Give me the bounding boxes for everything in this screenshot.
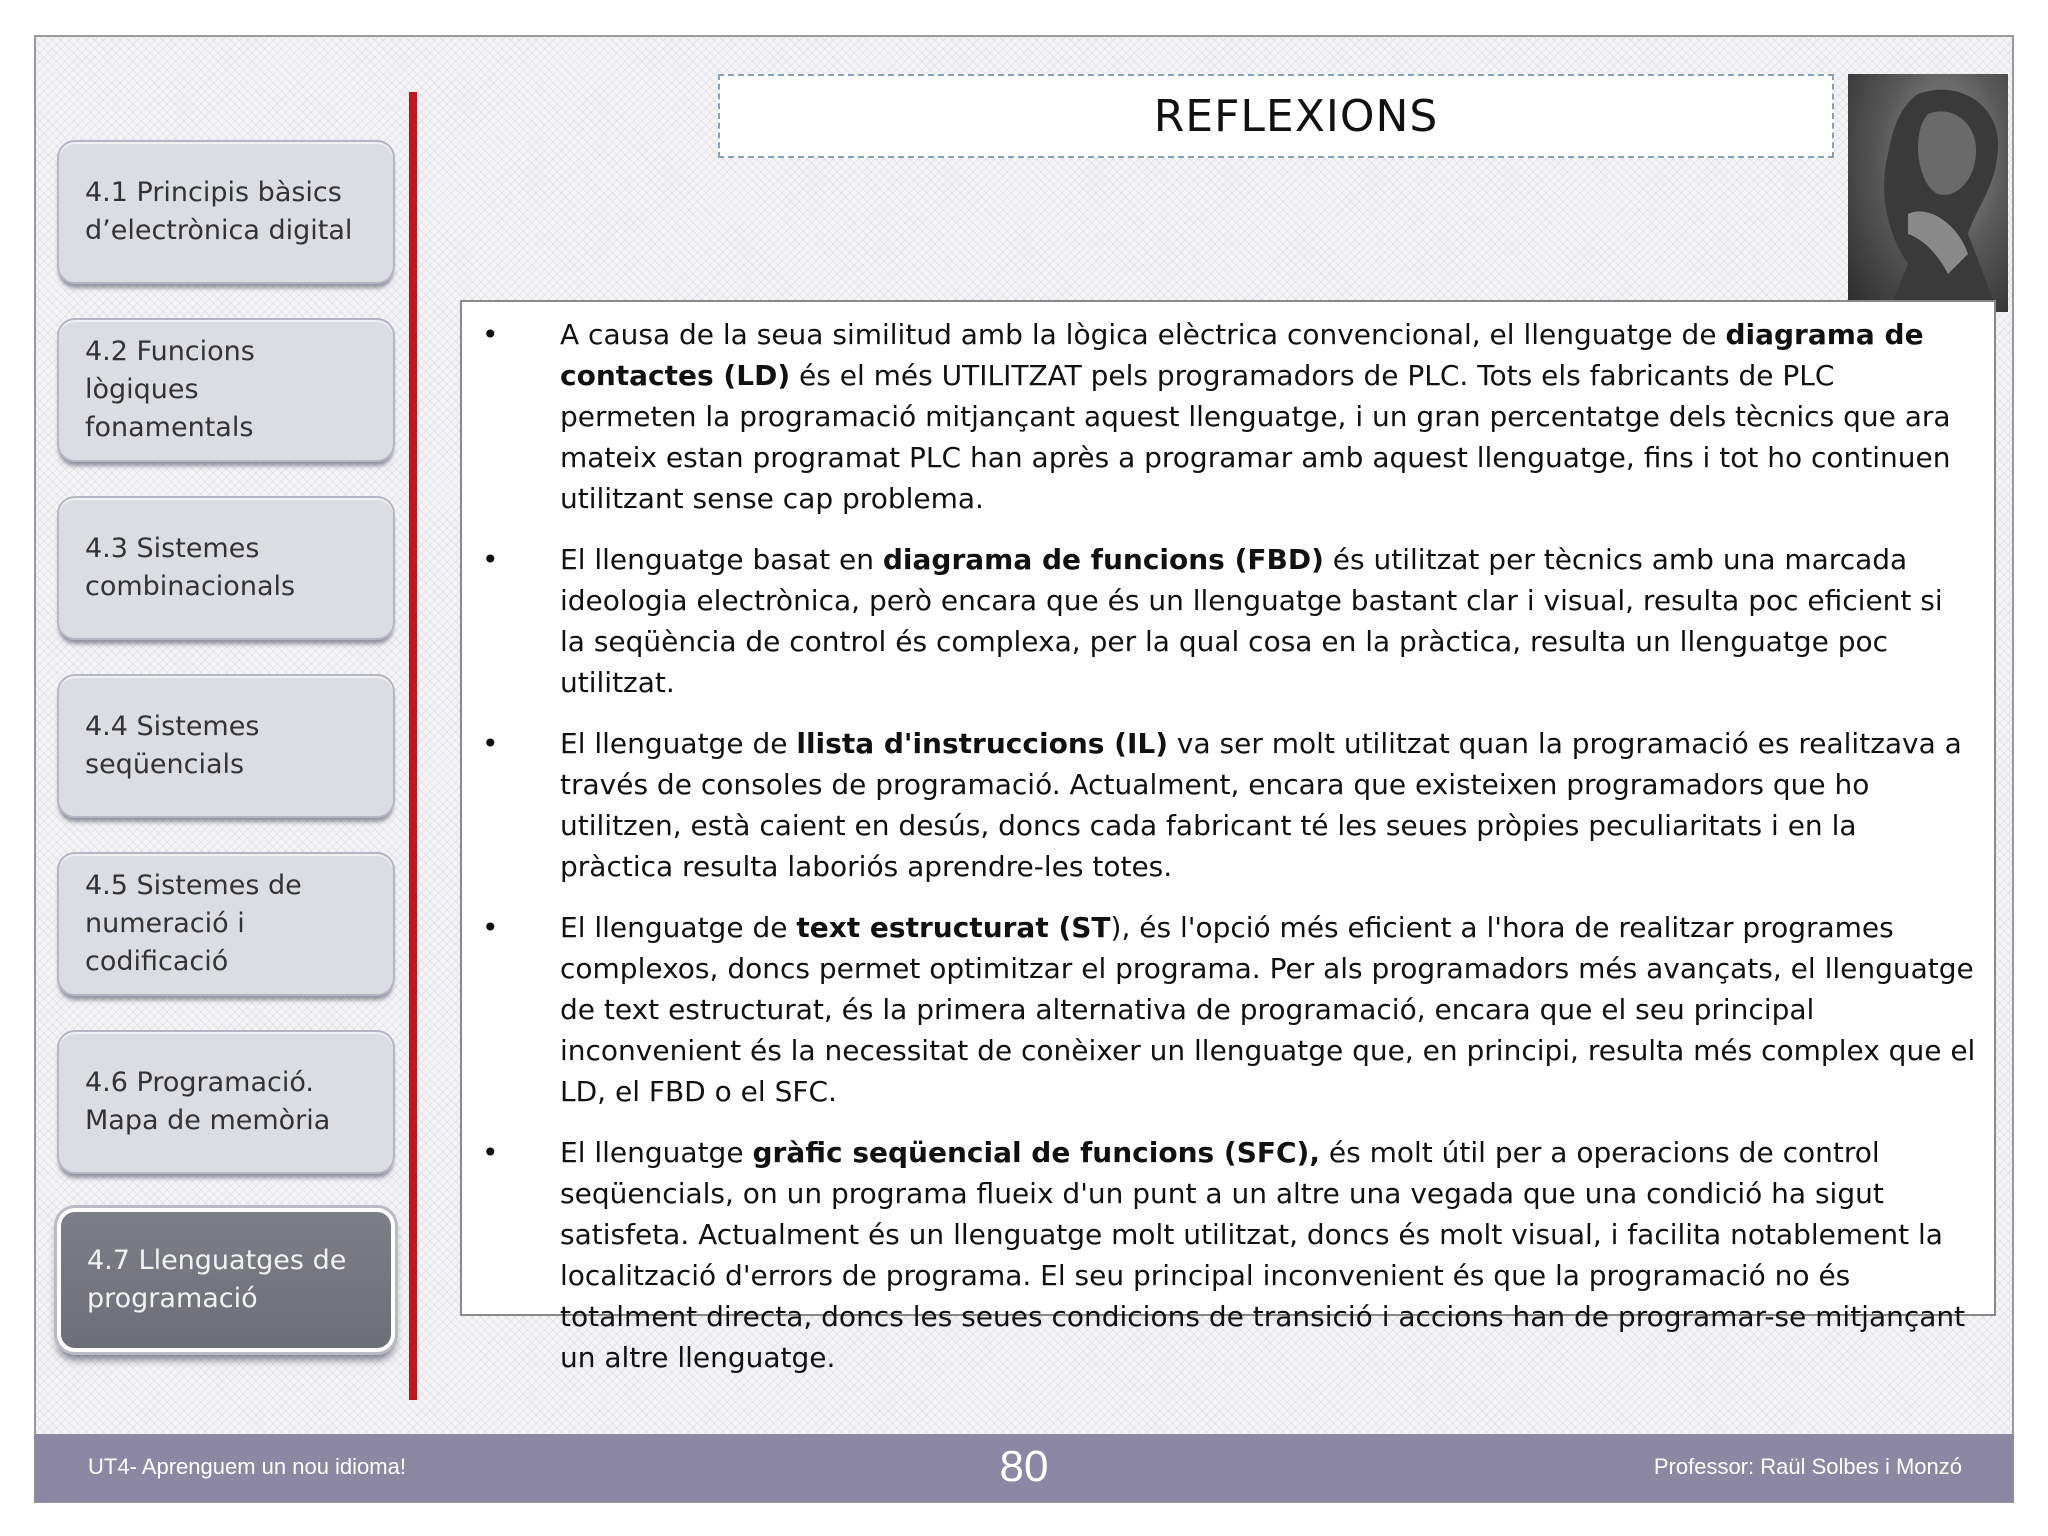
footer-bar: [34, 1434, 2014, 1502]
nav-item-4-1[interactable]: [57, 140, 395, 284]
bullet-text: és molt útil per a operacions de control seqüencials, on un programa flueix d'un punt a un altre una vegada que una condició ha sigut satisfeta. Actualment és un llenguatge molt utilitzat, doncs és molt visual, i facilita notablement la localització d'errors de programa. El seu principal inconvenient és que la programació no és totalment directa, doncs les seues condicions de transició i accions han de programar-se mitjançant un altre llenguatge.: [560, 1136, 1966, 1374]
bullet-list: [462, 314, 1976, 1378]
bullet-text: és utilitzat per tècnics amb una marcada ideologia electrònica, però encara que és un llenguatge bastant clar i visual, resulta poc eficient si la seqüència de control és complexa, per la qual cosa en la pràctica, resulta un llenguatge poc utilitzat.: [560, 543, 1943, 699]
thinker-statue-icon: [1848, 74, 2008, 312]
bullet-item: [462, 539, 1976, 703]
nav-item-label: 4.7 Llenguatges de programació: [87, 1245, 347, 1314]
bullet-text: El llenguatge: [560, 1136, 753, 1169]
bullet-text: El llenguatge basat en: [560, 543, 883, 576]
bullet-text: ), és l'opció més eficient a l'hora de realitzar programes complexos, doncs permet optimitzar el programa. Per als programadors més avançats, el llenguatge de text estructurat, és la primera alternativa de programació, encara que el seu principal inconvenient és la necessitat de conèixer un llenguatge que, en principi, resulta més complex que el LD, el FBD o el SFC.: [560, 911, 1976, 1108]
nav-item-4-4[interactable]: [57, 674, 395, 818]
bullet-text: és el més UTILITZAT pels programadors de PLC. Tots els fabricants de PLC permeten la programació mitjançant aquest llenguatge, i un gran percentatge dels tècnics que ara mateix estan programat PLC han après a programar amb aquest llenguatge, fins i tot ho continuen utilitzant sense cap problema.: [560, 359, 1951, 515]
bullet-bold-text: diagrama de contactes (LD): [560, 318, 1924, 392]
nav-item-4-7-active[interactable]: [57, 1208, 395, 1352]
bullet-bold-text: gràfic seqüencial de funcions (SFC),: [752, 1136, 1320, 1169]
bullet-item: [462, 907, 1976, 1112]
bullet-text: A causa de la seua similitud amb la lògica elèctrica convencional, el llenguatge de: [560, 318, 1726, 351]
bullet-bold-text: diagrama de funcions (FBD): [882, 543, 1324, 576]
nav-item-4-3[interactable]: [57, 496, 395, 640]
nav-item-label: 4.2 Funcions lògiques fonamentals: [85, 336, 255, 443]
page-number: 80: [999, 1442, 1049, 1491]
bullet-item: [462, 1132, 1976, 1378]
nav-item-label: 4.3 Sistemes combinacionals: [85, 533, 296, 602]
bullet-text: El llenguatge de: [560, 727, 797, 760]
bullet-marker: •: [482, 911, 499, 944]
nav-item-4-2[interactable]: [57, 318, 395, 462]
bullet-bold-text: llista d'instruccions (IL): [796, 727, 1169, 760]
bullet-item: [462, 314, 1976, 519]
bullet-marker: •: [482, 1136, 499, 1169]
bullet-marker: •: [482, 727, 499, 760]
bullet-item: [462, 723, 1976, 887]
bullet-text: va ser molt utilitzat quan la programació es realitzava a través de consoles de programació. Actualment, encara que existeixen programadors que ho utilitzen, està caient en desús, doncs cada fabricant té les seues pròpies peculiaritats i en la pràctica resulta laboriós aprendre-les totes.: [560, 727, 1962, 883]
content-box: [460, 300, 1996, 1374]
bullet-marker: •: [482, 543, 499, 576]
nav-item-label: 4.1 Principis bàsics d’electrònica digital: [85, 177, 353, 246]
nav-item-4-5[interactable]: [57, 852, 395, 996]
accent-divider: [409, 92, 417, 1400]
footer-course-title: UT4- Aprenguem un nou idioma!: [88, 1454, 406, 1479]
bullet-text: El llenguatge de: [560, 911, 797, 944]
page-title: REFLEXIONS: [1153, 90, 1439, 142]
bullet-marker: •: [482, 318, 499, 351]
nav-item-label: 4.6 Programació. Mapa de memòria: [85, 1067, 331, 1136]
footer-author: Professor: Raül Solbes i Monzó: [1653, 1454, 1962, 1479]
bullet-bold-text: text estructurat (ST: [796, 911, 1111, 944]
nav-item-label: 4.4 Sistemes seqüencials: [85, 711, 260, 780]
nav-item-4-6[interactable]: [57, 1030, 395, 1174]
thinker-photo: [1848, 74, 2008, 312]
nav-item-label: 4.5 Sistemes de numeració i codificació: [85, 870, 302, 977]
title-box: [718, 74, 1834, 158]
